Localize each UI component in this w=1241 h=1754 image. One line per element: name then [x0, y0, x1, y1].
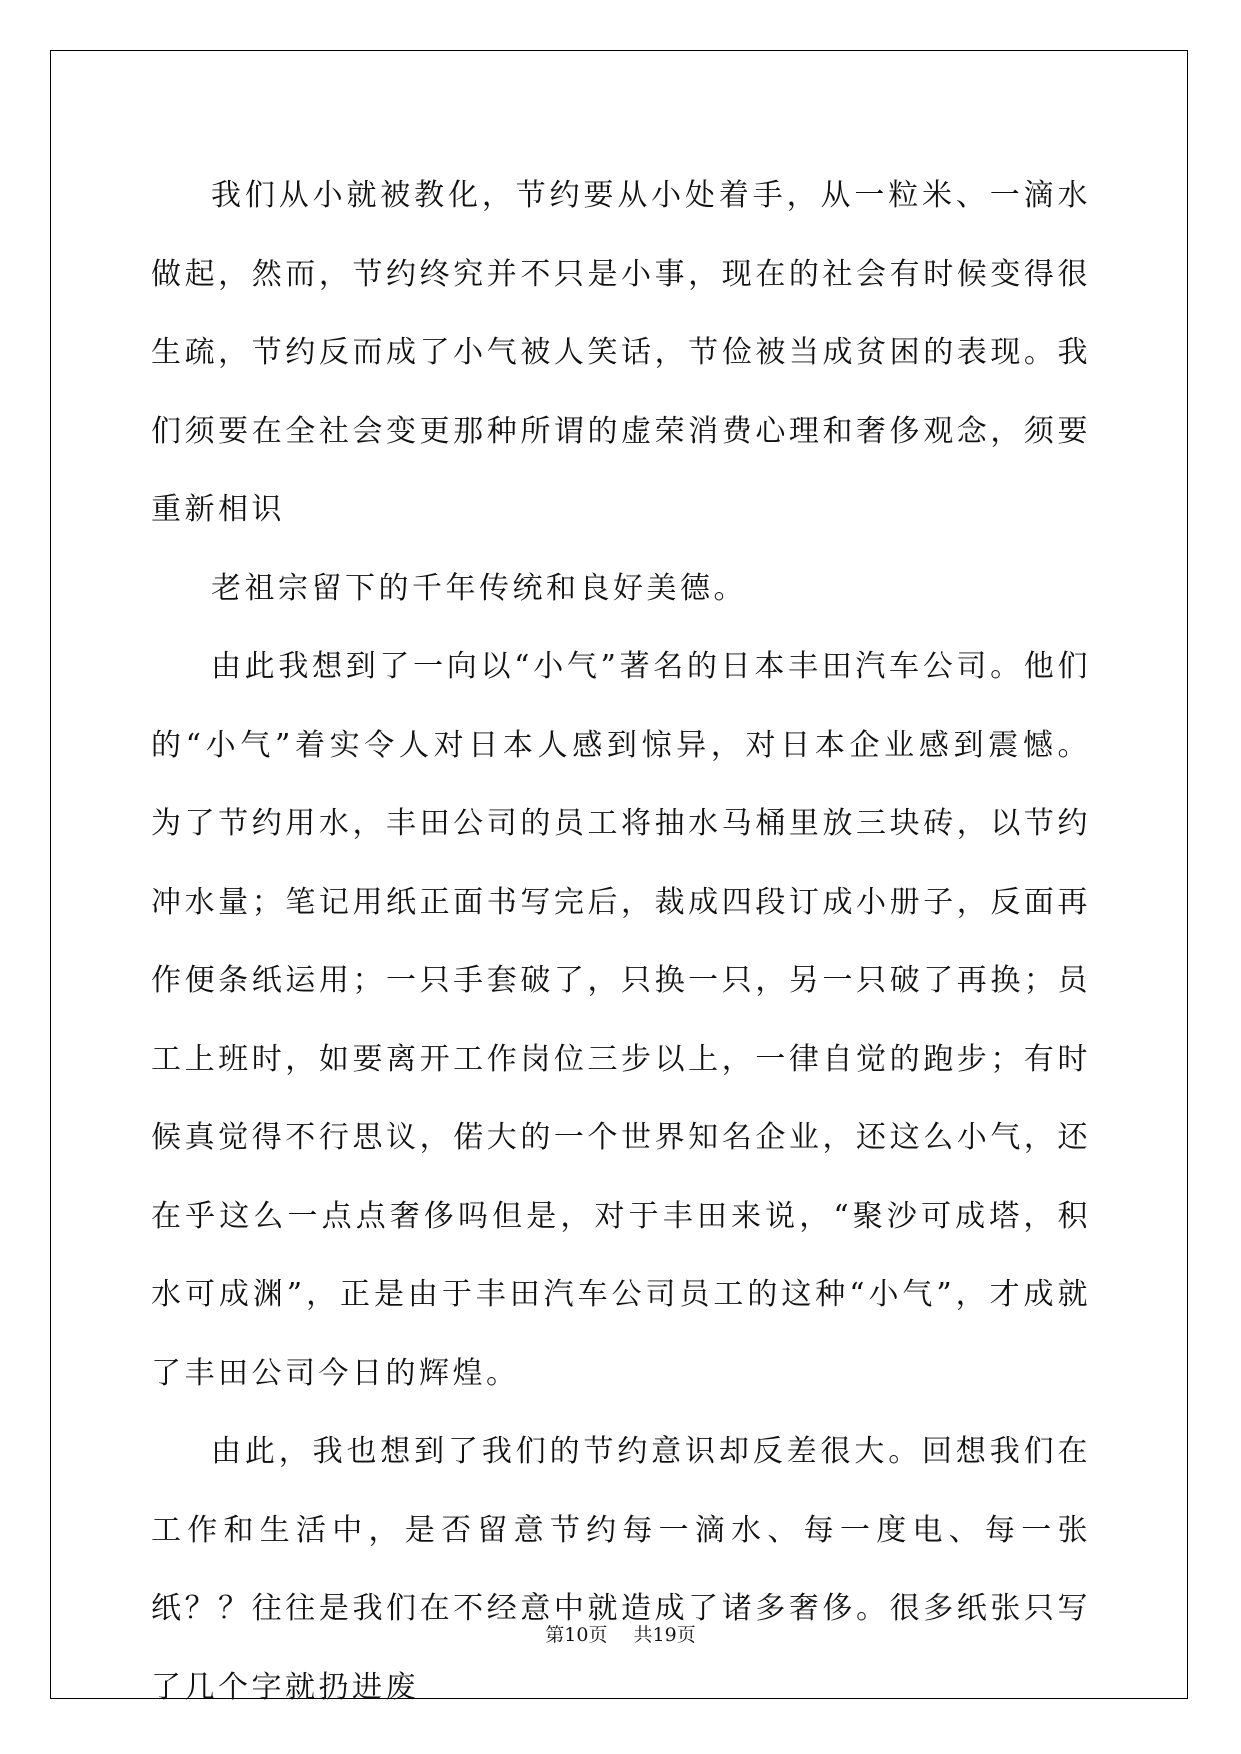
page-number: 第10页: [545, 1624, 608, 1646]
paragraph-1: 我们从小就被教化，节约要从小处着手，从一粒米、一滴水做起，然而，节约终究并不只是小事，现在的社会有时候变得很生疏，节约反而成了小气被人笑话，节俭被当成贫困的表现。我们须要在全社会变更那种所谓的虚荣消费心理和奢侈观念，须要重新相识: [151, 178, 1091, 527]
page-footer: [0, 1620, 1241, 1647]
paragraph-2: 老祖宗留下的千年传统和良好美德。: [211, 570, 747, 606]
paragraph-4: 由此，我也想到了我们的节约意识却反差很大。回想我们在工作和生活中，是否留意节约每一滴水、每一度电、每一张纸？？往往是我们在不经意中就造成了诸多奢侈。很多纸张只写了几个字就扔进废: [151, 1434, 1091, 1705]
paragraph-3: 由此我想到了一向以“小气”著名的日本丰田汽车公司。他们的“小气”着实令人对日本人感到惊异，对日本企业感到震憾。为了节约用水，丰田公司的员工将抽水马桶里放三块砖，以节约冲水量；笔记用纸正面书写完后，裁成四段订成小册子，反面再作便条纸运用；一只手套破了，只换一只，另一只破了再换；员工上班时，如要离开工作岗位三步以上，一律自觉的跑步；有时候真觉得不行思议，偌大的一个世界知名企业，还这么小气，还在乎这么一点点奢侈吗但是，对于丰田来说，“聚沙可成塔，积水可成渊”，正是由于丰田汽车公司员工的这种“小气”，才成就了丰田公司今日的辉煌。: [151, 649, 1091, 1391]
document-body: [151, 157, 1091, 1727]
page-total: 共19页: [633, 1624, 696, 1646]
